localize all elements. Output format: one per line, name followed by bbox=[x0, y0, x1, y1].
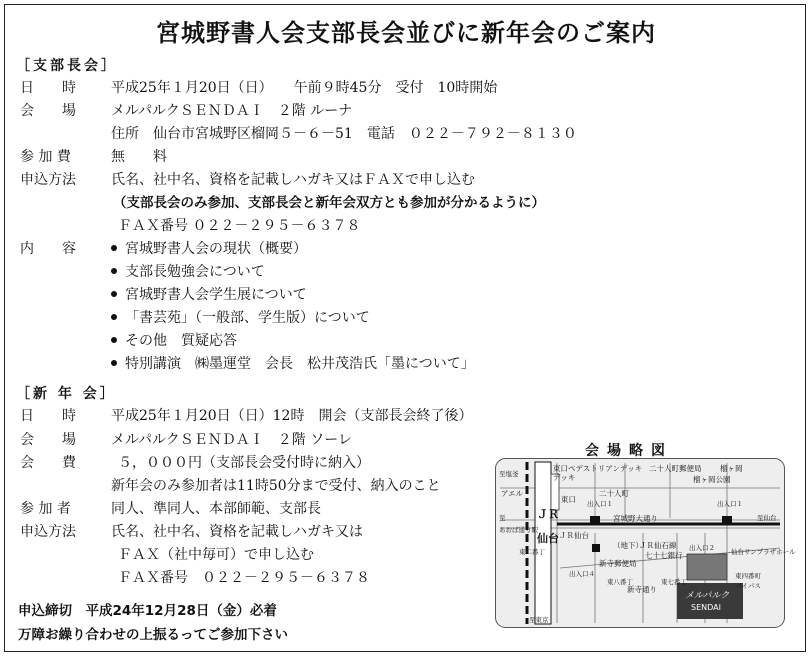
label-nijuunin: 二十人町 bbox=[599, 489, 629, 498]
bullet-icon bbox=[111, 245, 117, 251]
bullet-icon bbox=[111, 360, 117, 366]
contents-item: その他 質疑応答 bbox=[111, 333, 237, 349]
ny-apply-label: 申込方法 bbox=[20, 524, 76, 540]
sunplaza-block bbox=[687, 554, 727, 580]
deadline: 申込締切 平成24年12月28日（金）必着 bbox=[18, 603, 277, 619]
ny-datetime-label: 日 時 bbox=[20, 408, 76, 424]
label-tsutsujigaoka: 榴ヶ岡 bbox=[720, 464, 743, 473]
page-title: 宮城野書人会支部長会並びに新年会のご案内 bbox=[156, 19, 656, 47]
bullet-icon bbox=[111, 314, 117, 320]
bullet-icon bbox=[111, 337, 117, 343]
ny-participants-label: 参 加 者 bbox=[20, 501, 71, 517]
label-higashi-hachi: 東八番丁 bbox=[607, 578, 633, 586]
label-aeru: アエル bbox=[501, 489, 524, 498]
ny-fee: ５，０００円（支部長会受付時に納入） bbox=[118, 455, 370, 471]
bullet-icon bbox=[111, 268, 117, 274]
label-higashiyonbancho: 東四番町 bbox=[735, 572, 761, 580]
label-shinteraguchi-post: 新寺郵便局 bbox=[599, 559, 637, 568]
label-higashi-ni: 東二番丁 bbox=[519, 548, 545, 556]
label-venue-sub: SENDAI bbox=[691, 603, 721, 612]
venue-map bbox=[495, 458, 796, 628]
ny-fee-note: 新年会のみ参加者は11時50分まで受付、納入のこと bbox=[111, 478, 441, 494]
contents-item: 宮城野書人会学生展について bbox=[111, 287, 307, 303]
branch-venue: メルパルクＳＥＮＤＡＩ ２階 ルーナ bbox=[111, 103, 353, 119]
branch-contents-label: 内 容 bbox=[20, 241, 76, 257]
label-jr-senseki: ＪＲ仙石線 bbox=[639, 541, 677, 550]
label-exit1: 出入口１ bbox=[587, 500, 613, 508]
label-higashiguchi-deck: 東口ペデストリアンデッキ bbox=[553, 464, 643, 473]
branch-apply: 氏名、社中名、資格を記載しハガキ又はＦＡＸで申し込む bbox=[111, 172, 475, 188]
label-miyaginono-dori: 宮城野大通り bbox=[613, 514, 658, 523]
ny-fee-label: 会 費 bbox=[20, 455, 76, 471]
branch-datetime: 平成25年１月20日（日） 午前９時45分 受付 10時開始 bbox=[111, 80, 498, 96]
branch-fee-label: 参 加 費 bbox=[20, 149, 71, 165]
subway-station-icon bbox=[722, 516, 732, 524]
contents-item: 宮城野書人会の現状（概要） bbox=[111, 241, 307, 257]
label-shisendai: 至仙台 bbox=[757, 514, 777, 522]
label-shigaken: 至塩釜 bbox=[499, 470, 519, 478]
ny-apply-2: ＦＡＸ（社中毎可）で申し込む bbox=[118, 547, 314, 563]
label-nijuunin-post: 二十人町郵便局 bbox=[649, 464, 702, 473]
label-shitokyo: 至東京 bbox=[529, 616, 549, 624]
venue-block bbox=[677, 583, 743, 619]
branch-apply-label: 申込方法 bbox=[20, 172, 76, 188]
label-higashiguchi-2: 東口 bbox=[561, 495, 576, 504]
label-exit1b: 出入口１ bbox=[717, 500, 743, 508]
contents-item: 支部長勉強会について bbox=[111, 264, 265, 280]
branch-fax: ＦＡＸ番号 ０２２－２９５－６３７８ bbox=[118, 218, 361, 234]
label-exit2: 出入口２ bbox=[689, 544, 715, 552]
contents-item: 「書芸苑」（一般部、学生版）について bbox=[111, 310, 370, 326]
bullet-icon bbox=[111, 291, 117, 297]
label-shinteradori: 新寺通り bbox=[627, 585, 657, 594]
branch-datetime-label: 日 時 bbox=[20, 80, 76, 96]
ny-datetime: 平成25年１月20日（日）12時 開会（支部長会終了後） bbox=[111, 408, 473, 424]
label-jr-line: ＪＲ bbox=[537, 508, 559, 521]
branch-fee: 無 料 bbox=[111, 149, 167, 165]
ny-apply: 氏名、社中名、資格を記載しハガキ又は bbox=[111, 524, 363, 540]
label-station: 仙台 bbox=[537, 532, 559, 545]
label-deck: デッキ bbox=[553, 473, 576, 482]
label-shi: 至 bbox=[499, 514, 506, 522]
label-tsutsujigaoka-park: 榴ヶ岡公園 bbox=[693, 475, 731, 484]
label-shichijuushichi: 七十七銀行 bbox=[645, 551, 683, 560]
branch-address: 住所 仙台市宮城野区榴岡５－６－51 電話 ０２２－７９２－８１３０ bbox=[111, 126, 577, 142]
label-venue-name: メルパルク bbox=[685, 591, 730, 601]
label-higashi-shichi: 東七番丁 bbox=[661, 578, 687, 586]
ny-fax: ＦＡＸ番号 ０２２－２９５－６３７８ bbox=[118, 570, 370, 586]
map-title: 会場略図 bbox=[585, 443, 673, 459]
subway-station-icon bbox=[590, 516, 600, 524]
new-year-heading: ［新 年 会］ bbox=[16, 386, 117, 402]
branch-meeting-heading: ［支部長会］ bbox=[16, 58, 118, 74]
branch-apply-note: （支部長会のみ参加、支部長会と新年会双方とも参加が分かるように） bbox=[113, 195, 545, 211]
label-aoba-dori: あおば通り駅 bbox=[499, 526, 538, 534]
subway-station-icon bbox=[592, 544, 600, 552]
contents-item: 特別講演 ㈱墨運堂 会長 松井茂浩氏「墨について」 bbox=[111, 356, 475, 372]
label-bypass: バイパス bbox=[735, 582, 761, 590]
label-chika: （地下） bbox=[613, 541, 643, 550]
label-exit4: 出入口４ bbox=[569, 570, 595, 578]
label-jr-sendai: ＪＲ仙台 bbox=[559, 531, 589, 540]
ny-venue-label: 会 場 bbox=[20, 432, 76, 448]
ny-venue: メルパルクＳＥＮＤＡＩ ２階 ソーレ bbox=[111, 432, 352, 448]
label-sunplaza: 仙台サンプラザホール bbox=[731, 548, 796, 556]
ny-participants: 同人、準同人、本部師範、支部長 bbox=[111, 501, 321, 517]
branch-venue-label: 会 場 bbox=[20, 103, 76, 119]
closing-message: 万障お繰り合わせの上振るってご参加下さい bbox=[18, 627, 288, 643]
